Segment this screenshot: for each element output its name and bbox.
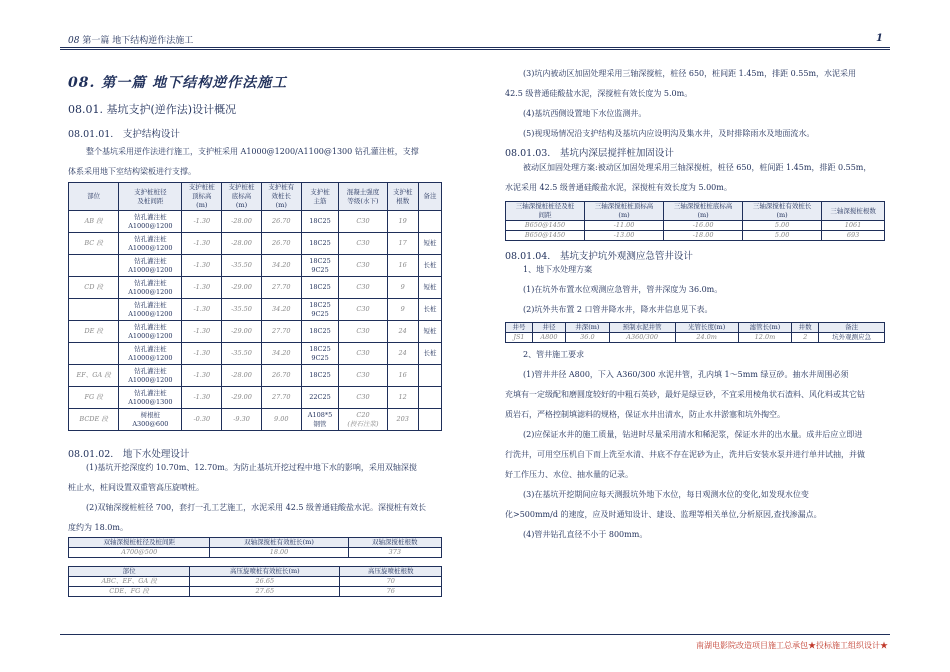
table-cell: A700@500 [69, 548, 210, 558]
table-cell: -1.30 [182, 387, 222, 409]
table-cell: 76 [340, 587, 442, 597]
paragraph-line: 质岩石，严格控制填滤料的规格，保证水井出清水，防止水井淤塞和坑外掏空。 [505, 410, 785, 419]
table-cell: 18C25 [301, 365, 339, 387]
table-cell [69, 255, 119, 277]
table-header: 备注 [418, 183, 441, 211]
table-header: 双轴深搅桩根数 [348, 538, 441, 548]
table-cell: 5.00 [743, 221, 822, 231]
table-cell: 9 [387, 299, 418, 321]
table-row [69, 321, 442, 343]
table-cell: B650@1450 [506, 221, 585, 231]
table-header: 双轴深搅桩有效桩长(m) [210, 538, 348, 548]
paragraph-line: (3)坑内被动区加固处理采用三轴深搅桩，桩径 650，桩间距 1.45m，排距 0.55m，水泥采用 [523, 69, 857, 78]
table-cell: 钻孔灌注桩 A1000@1200 [119, 321, 182, 343]
table-cell [418, 211, 441, 233]
table-cell: -9.30 [222, 409, 262, 431]
table-cell: 钻孔灌注桩 A1000@1200 [119, 299, 182, 321]
table-cell: 9.00 [261, 409, 301, 431]
table-cell: C30 [339, 365, 387, 387]
table-cell: 27.70 [261, 387, 301, 409]
table-cell: -1.30 [182, 299, 222, 321]
page-footer: 南湖电影院改造项目施工总承包★投标施工组织设计★ [696, 641, 888, 650]
table-row [69, 277, 442, 299]
paragraph-line: (1)管井井径 A800，下入 A360/300 水泥井管，孔内填 1～5mm 绿豆砂。抽水井周围必须 [523, 370, 849, 379]
table-cell: 长桩 [418, 343, 441, 365]
table-cell: C30 [339, 211, 387, 233]
table-cell: 短桩 [418, 233, 441, 255]
table-header: 支护桩 根数 [387, 183, 418, 211]
table-cell: 26.65 [190, 577, 340, 587]
section-heading-080102: 08.01.02. 地下水处理设计 [68, 449, 190, 460]
table-cell: 34.20 [261, 255, 301, 277]
table-header: 混凝土强度 等级(水下) [339, 183, 387, 211]
table-cell: 27.70 [261, 277, 301, 299]
table-row [69, 387, 442, 409]
table-cell: -35.50 [222, 343, 262, 365]
table-header: 部位 [69, 567, 190, 577]
table-cell: C20 (投石注浆) [339, 409, 387, 431]
table-header: 三轴深搅桩桩顶标高 (m) [585, 202, 664, 221]
table-cell: 短桩 [418, 277, 441, 299]
table-header: 支护桩 主筋 [301, 183, 339, 211]
table-header: 井径 [532, 323, 565, 333]
table-row [69, 343, 442, 365]
table-cell: 钻孔灌注桩 A1000@1200 [119, 255, 182, 277]
table-cell: -29.00 [222, 387, 262, 409]
table-cell: -1.30 [182, 343, 222, 365]
triple-axis-pile-table [505, 201, 885, 241]
paragraph-line: (4)管井钻孔直径不小于 800mm。 [523, 530, 648, 539]
paragraph-line: 化>500mm/d 的速度，应及时通知设计、建设、监理等相关单位,分析原因,查找渗漏点。 [505, 510, 822, 519]
table-header: 部位 [69, 183, 119, 211]
table-header: 三轴深搅桩桩底标高 (m) [664, 202, 743, 221]
table-cell: 27.70 [261, 321, 301, 343]
section-heading-080103: 08.01.03. 基坑内深层搅拌桩加固设计 [505, 148, 674, 159]
paragraph-line: 充填有一定级配和磨圆度较好的中粗石英砂，最好是绿豆砂，不宜采用棱角状石渣料、风化料或其它钻 [505, 390, 865, 399]
table-cell: 36.0 [565, 333, 609, 343]
table-header: 支护桩桩 顶标高 (m) [182, 183, 222, 211]
support-pile-table [68, 182, 442, 431]
table-cell: 18.00 [210, 548, 348, 558]
paragraph-line: 2、管井施工要求 [523, 350, 585, 359]
table-cell: -13.00 [585, 231, 664, 241]
table-cell: 钻孔灌注桩 A1000@1200 [119, 365, 182, 387]
paragraph-line: 桩止水，桩间设置双重管高压旋喷桩。 [68, 483, 204, 492]
table-cell: -28.00 [222, 233, 262, 255]
table-header: 光管长度(m) [675, 323, 738, 333]
table-cell: 钻孔灌注桩 A1000@1200 [119, 211, 182, 233]
table-cell: 18C25 9C25 [301, 343, 339, 365]
table-cell: 坑外观测应急 [819, 333, 885, 343]
table-cell: C30 [339, 255, 387, 277]
table-cell: -1.30 [182, 211, 222, 233]
table-cell: -29.00 [222, 277, 262, 299]
table-cell: 钻孔灌注桩 A1000@1200 [119, 277, 182, 299]
table-cell: ABC、EF、GA 段 [69, 577, 190, 587]
table-cell: 18C25 [301, 211, 339, 233]
header-rule [60, 47, 890, 48]
table-cell: 27.65 [190, 587, 340, 597]
table-cell: FG 段 [69, 387, 119, 409]
table-cell: 34.20 [261, 343, 301, 365]
table-cell: 钻孔灌注桩 A1000@1200 [119, 343, 182, 365]
table-cell: 17 [387, 233, 418, 255]
table-header: 高压旋喷桩根数 [340, 567, 442, 577]
paragraph-line: (5)视现场情况沿支护结构及基坑内应设明沟及集水井，及时排除雨水及地面流水。 [523, 129, 815, 138]
table-cell: 钻孔灌注桩 A1000@1200 [119, 233, 182, 255]
page-title: 08. 第一篇 地下结构逆作法施工 [68, 75, 288, 91]
table-cell: -1.30 [182, 321, 222, 343]
paragraph-line: (1)基坑开挖深度约 10.70m、12.70m。为防止基坑开挖过程中地下水的影响，采用双轴深搅 [86, 463, 417, 472]
table-cell: 22C25 [301, 387, 339, 409]
table-cell: 24.0m [675, 333, 738, 343]
table-header: 井数 [792, 323, 819, 333]
table-cell: 2 [792, 333, 819, 343]
table-row [69, 233, 442, 255]
paragraph-line: 行洗井，可用空压机自下而上洗至水清、井底不存在泥砂为止，洗井后安装水泵并进行单井试抽，并做 [505, 450, 865, 459]
table-header: 备注 [819, 323, 885, 333]
table-row [69, 409, 442, 431]
table-cell: 12 [387, 387, 418, 409]
table-cell: BCDE 段 [69, 409, 119, 431]
table-cell: 26.70 [261, 365, 301, 387]
table-cell: JS1 [506, 333, 533, 343]
table-cell: 26.70 [261, 211, 301, 233]
table-cell: -35.50 [222, 255, 262, 277]
footer-rule [60, 634, 890, 635]
table-cell: EF、GA 段 [69, 365, 119, 387]
table-cell [418, 365, 441, 387]
dewatering-well-table [505, 322, 885, 343]
table-header: 支护桩桩径 及桩间距 [119, 183, 182, 211]
double-axis-pile-table [68, 537, 442, 558]
paragraph-line: (2)应保证水井的施工质量，钻进时尽量采用清水和稀泥浆，保证水井的出水量。成井后应立即进 [523, 430, 863, 439]
table-cell [69, 343, 119, 365]
table-cell: 34.20 [261, 299, 301, 321]
table-cell: 18C25 9C25 [301, 299, 339, 321]
table-cell: 24 [387, 321, 418, 343]
table-cell: -16.00 [664, 221, 743, 231]
paragraph-line: (3)在基坑开挖期间应每天测报坑外地下水位，每日观测水位的变化,如发现水位变 [523, 490, 809, 499]
table-cell: A800 [532, 333, 565, 343]
table-cell: C30 [339, 277, 387, 299]
table-row [69, 299, 442, 321]
table-header: 井号 [506, 323, 533, 333]
section-heading-080101: 08.01.01. 支护结构设计 [68, 129, 180, 140]
header-title: 第一篇 地下结构逆作法施工 [82, 36, 194, 46]
table-cell: -1.30 [182, 365, 222, 387]
table-cell: -18.00 [664, 231, 743, 241]
table-header: 三轴深搅桩有效桩长 (m) [743, 202, 822, 221]
table-cell [418, 387, 441, 409]
table-cell: C30 [339, 299, 387, 321]
table-header: 双轴深搅桩桩径及桩间距 [69, 538, 210, 548]
table-cell: 短桩 [418, 321, 441, 343]
table-cell: 19 [387, 211, 418, 233]
table-cell: 5.00 [743, 231, 822, 241]
table-cell: 长桩 [418, 255, 441, 277]
table-cell: 钻孔灌注桩 A1000@1300 [119, 387, 182, 409]
table-cell: 373 [348, 548, 441, 558]
table-row [69, 255, 442, 277]
table-cell: 树根桩 A300@600 [119, 409, 182, 431]
table-cell: 70 [340, 577, 442, 587]
table-cell: AB 段 [69, 211, 119, 233]
table-cell: -28.00 [222, 365, 262, 387]
table-cell: DE 段 [69, 321, 119, 343]
table-cell: BC 段 [69, 233, 119, 255]
table-header: 支护桩有 效桩长 (m) [261, 183, 301, 211]
paragraph-line: (1)在坑外布置水位观测应急管井，管井深度为 36.0m。 [523, 285, 723, 294]
table-cell [69, 299, 119, 321]
paragraph-line: 好工作压力、水位、抽水量的记录。 [505, 470, 633, 479]
table-header: 支护桩桩 底标高 (m) [222, 183, 262, 211]
table-cell: CDE、FG 段 [69, 587, 190, 597]
table-header: 三轴深搅桩桩径及桩 间距 [506, 202, 585, 221]
table-cell: 12.0m [738, 333, 791, 343]
table-header: 预制水泥井管 [609, 323, 675, 333]
table-cell: 203 [387, 409, 418, 431]
paragraph-line: 1、地下水处理方案 [523, 265, 593, 274]
table-cell: 18C25 9C25 [301, 255, 339, 277]
table-cell: 26.70 [261, 233, 301, 255]
table-cell: 16 [387, 365, 418, 387]
table-cell: 18C25 [301, 321, 339, 343]
paragraph-line: (2)双轴深搅桩桩径 700，套打一孔工艺施工，水泥采用 42.5 级普通硅酸盐水泥。深搅桩有效长 [86, 503, 427, 512]
table-cell: -29.00 [222, 321, 262, 343]
table-cell: 693 [822, 231, 885, 241]
table-cell: 24 [387, 343, 418, 365]
table-cell: 9 [387, 277, 418, 299]
table-cell: C30 [339, 321, 387, 343]
section-heading-080104: 08.01.04. 基坑支护坑外观测应急管井设计 [505, 251, 693, 262]
table-cell: B650@1450 [506, 231, 585, 241]
table-cell: 长桩 [418, 299, 441, 321]
table-cell: -1.30 [182, 255, 222, 277]
table-cell: C30 [339, 343, 387, 365]
table-cell: 18C25 [301, 277, 339, 299]
table-cell: C30 [339, 233, 387, 255]
table-cell: 16 [387, 255, 418, 277]
table-cell: A360/300 [609, 333, 675, 343]
table-cell: -1.30 [182, 277, 222, 299]
table-cell: 18C25 [301, 233, 339, 255]
paragraph-line: (2)坑外共布置 2 口管井降水井，降水井信息见下表。 [523, 305, 713, 314]
header-rule-2 [60, 49, 890, 50]
table-row [69, 365, 442, 387]
table-cell [418, 409, 441, 431]
table-row [69, 211, 442, 233]
table-header: 滤管长(m) [738, 323, 791, 333]
section-heading-0801: 08.01. 基坑支护(逆作法)设计概况 [68, 103, 237, 116]
table-header: 三轴深搅桩根数 [822, 202, 885, 221]
header-section-number: 08 [68, 36, 80, 46]
paragraph-line: 整个基坑采用逆作法进行施工，支护桩采用 A1000@1200/A1100@1300 钻孔灌注桩，支撑 [86, 147, 419, 156]
paragraph-line: (4)基坑西侧设置地下水位监测井。 [523, 109, 647, 118]
table-header: 井深(m) [565, 323, 609, 333]
paragraph-line: 被动区加固处理方案:被动区加固处理采用三轴深搅桩，桩径 650，桩间距 1.45m，排距 0.55m， [523, 163, 872, 172]
table-cell: 1061 [822, 221, 885, 231]
table-cell: -1.30 [182, 233, 222, 255]
table-cell: -35.50 [222, 299, 262, 321]
paragraph-line: 水泥采用 42.5 级普通硅酸盐水泥，深搅桩有效长度为 5.00m。 [505, 183, 732, 192]
table-cell: C30 [339, 387, 387, 409]
jet-grout-pile-table [68, 566, 442, 597]
paragraph-line: 度约为 18.0m。 [68, 523, 128, 532]
table-cell: -0.30 [182, 409, 222, 431]
page-number: 1 [876, 33, 883, 44]
table-cell: CD 段 [69, 277, 119, 299]
page-header [68, 33, 193, 46]
table-cell: A108*5 钢管 [301, 409, 339, 431]
paragraph-line: 42.5 级普通硅酸盐水泥，深搅桩有效长度为 5.0m。 [505, 89, 693, 98]
paragraph-line: 体系采用地下室结构梁板进行支撑。 [68, 167, 196, 176]
table-cell: -28.00 [222, 211, 262, 233]
table-header: 高压旋喷桩有效桩长(m) [190, 567, 340, 577]
table-cell: -11.00 [585, 221, 664, 231]
